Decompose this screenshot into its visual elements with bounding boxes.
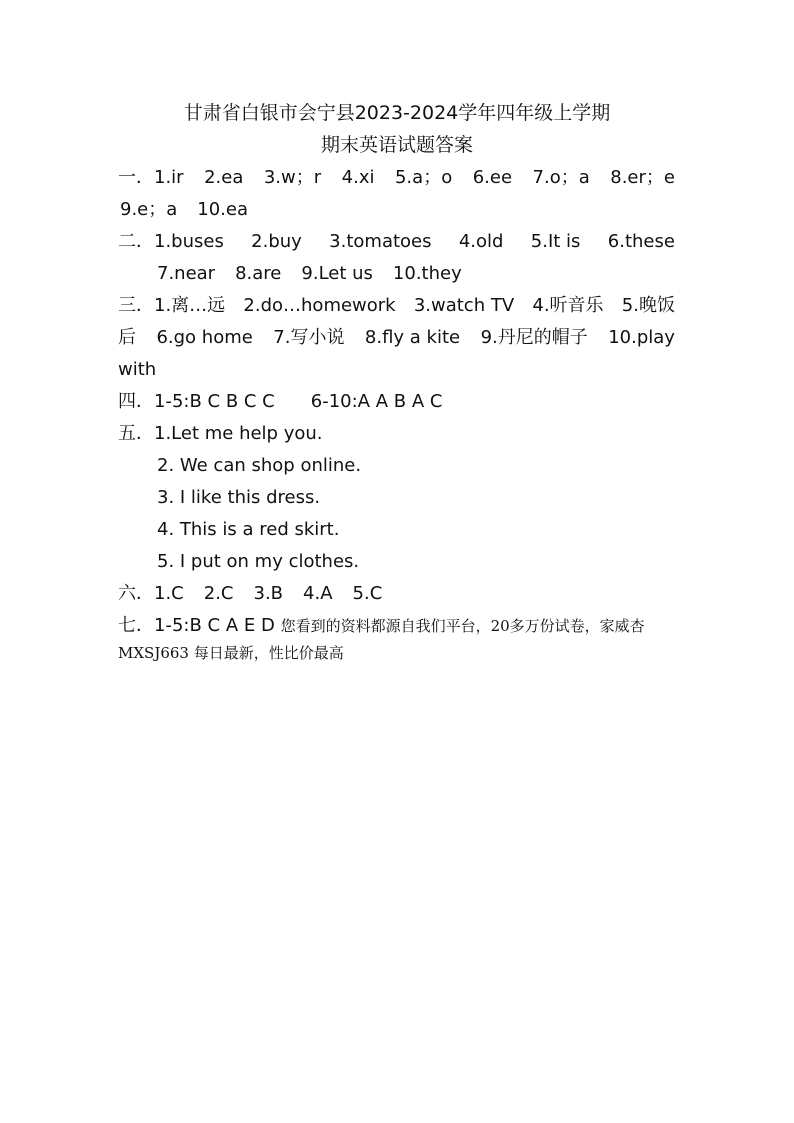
answer-item: 2.do…homework — [243, 295, 396, 316]
section-5-row-1 — [118, 422, 323, 446]
answer-item: with — [118, 359, 157, 380]
section-2-row-1 — [118, 230, 675, 254]
answer-item: 4.old — [458, 231, 504, 252]
answer-item: 3.watch TV — [413, 295, 515, 316]
answer-item: 3.tomatoes — [329, 231, 432, 252]
section-1-row-1 — [118, 166, 675, 190]
answer-item: 9.e；a — [120, 199, 178, 220]
answer-item: 5.a；o — [394, 167, 453, 188]
section-marker: 六． — [118, 583, 154, 604]
document-title-line2: 期末英语试题答案 — [320, 134, 473, 156]
section-marker: 五． — [118, 423, 154, 444]
answer-item: 2.C — [203, 583, 234, 604]
promo-note-line1: 您看到的资料都源自我们平台，20多万份试卷，家威杏 — [280, 617, 645, 635]
section-3-answers-a — [118, 294, 225, 318]
answer-sentence: 1.Let me help you. — [154, 423, 323, 444]
answer-item: 7.写小说 — [273, 327, 345, 348]
section-6-row — [118, 582, 382, 606]
section-1-row-2 — [120, 198, 248, 222]
answer-item: 4.A — [303, 583, 333, 604]
answer-item: 8.fly a kite — [364, 327, 461, 348]
section-6-first — [118, 582, 184, 606]
section-7-row — [118, 614, 645, 638]
answer-item: 后 — [118, 327, 136, 348]
answer-item: 3.w；r — [263, 167, 322, 188]
section-2-row-2 — [157, 262, 462, 286]
answer-item: 4.xi — [341, 167, 375, 188]
answer-item: 8.are — [235, 263, 282, 284]
promo-note-line2: MXSJ663 每日最新，性比价最高 — [118, 644, 344, 662]
section-4-row — [118, 390, 442, 414]
answer-item: 5.C — [352, 583, 383, 604]
section-marker: 二． — [118, 231, 154, 252]
section-marker: 七． — [118, 615, 154, 636]
answer-item: 9.丹尼的帽子 — [480, 327, 588, 348]
section-2-answers-a — [118, 230, 224, 254]
answer-item: 1.离…远 — [154, 295, 226, 316]
section-marker: 一． — [118, 167, 154, 188]
answer-group: 1-5:B C B C C — [154, 391, 275, 412]
answer-item: 10.ea — [197, 199, 249, 220]
answer-item: 6.these — [607, 231, 675, 252]
section-1-answers-a — [118, 166, 184, 190]
answer-sentence: 4. This is a red skirt. — [157, 519, 340, 540]
answer-item: 4.听音乐 — [532, 295, 604, 316]
answer-sentence: 2. We can shop online. — [157, 455, 362, 476]
answer-group: 6-10:A A B A C — [310, 391, 443, 412]
answer-item: 8.er；e — [610, 167, 675, 188]
answer-item: 3.B — [253, 583, 284, 604]
answer-sentence: 3. I like this dress. — [157, 487, 321, 508]
answer-item: 1.C — [154, 583, 184, 604]
section-3-row-2 — [118, 326, 675, 350]
section-3-row-1 — [118, 294, 675, 318]
answer-item: 9.Let us — [301, 263, 373, 284]
section-marker: 三． — [118, 295, 154, 316]
answer-item: 10.they — [392, 263, 462, 284]
answer-item: 1.ir — [154, 167, 184, 188]
answer-item: 5.晚饭 — [621, 295, 675, 316]
answer-item: 6.ee — [472, 167, 513, 188]
answer-item: 1.buses — [154, 231, 224, 252]
answer-sentence: 5. I put on my clothes. — [157, 551, 360, 572]
answer-item: 7.o；a — [532, 167, 590, 188]
answer-item: 10.play — [608, 327, 675, 348]
answer-item: 2.ea — [204, 167, 244, 188]
answer-item: 2.buy — [251, 231, 302, 252]
answer-item: 7.near — [157, 263, 216, 284]
answer-item: 6.go home — [156, 327, 253, 348]
answer-group: 1-5:B C A E D — [154, 615, 275, 636]
section-marker: 四． — [118, 391, 154, 412]
document-title-line1: 甘肃省白银市会宁县2023-2024学年四年级上学期 — [183, 102, 611, 124]
answer-item: 5.It is — [530, 231, 581, 252]
